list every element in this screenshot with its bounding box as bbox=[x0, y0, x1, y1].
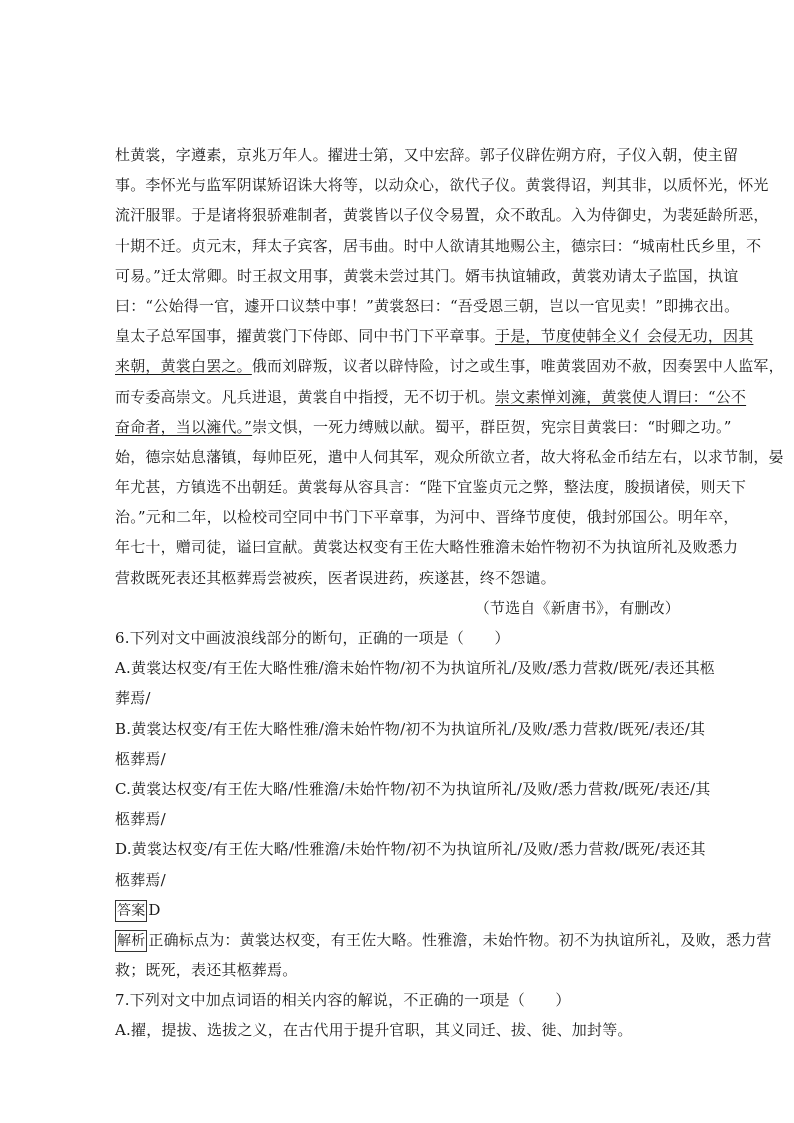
question-6-analysis-line-1 bbox=[115, 925, 772, 955]
option-line: C.黄裳达权变/有王佐大略/性雅澹/未始忤物/初不为执谊所礼/及败/悉力营救/既死/表还/其 bbox=[115, 779, 711, 798]
text-segment: 始，德宗姑息藩镇，每帅臣死，遣中人伺其军，观众所欲立者，故大将私金币结左右，以求节制，晏 bbox=[115, 447, 784, 466]
passage-line bbox=[115, 382, 747, 412]
text-segment: 可易。”迁太常卿。时王叔文用事，黄裳未尝过其门。婿韦执谊辅政，黄裳劝请太子监国，执谊 bbox=[115, 266, 739, 285]
question-6-answer bbox=[115, 895, 685, 925]
text-segment: 杜黄裳，字遵素，京兆万年人。擢进士第，又中宏辞。郭子仪辟佐朔方府，子仪入朝，使主留 bbox=[115, 146, 739, 164]
underlined-segment: 奋命者，当以澭代。” bbox=[115, 417, 253, 436]
answer-value: D bbox=[148, 900, 161, 919]
passage-line bbox=[115, 140, 739, 170]
option-line: 柩葬焉/ bbox=[115, 749, 166, 768]
option-line: D.黄裳达权变/有王佐大略/性雅澹/未始忤物/初不为执谊所礼/及败/悉力营救/既死/表还其 bbox=[115, 840, 706, 859]
text-segment: 崇文惧，一死力缚贼以献。蜀平，群臣贺，宪宗目黄裳曰：“时卿之功。” bbox=[252, 417, 732, 436]
analysis-tag: 解析 bbox=[115, 930, 147, 952]
question-6-analysis-line-2: 救；既死，表还其柩葬焉。 bbox=[115, 961, 298, 980]
text-segment: 年尤甚，方镇选不出朝廷。黄裳每从容具言：“陛下宜鉴贞元之弊，整法度，朘损诸侯，则天下 bbox=[115, 478, 747, 497]
document-body bbox=[115, 140, 784, 1046]
passage-line bbox=[115, 472, 747, 502]
text-segment: 营救既死表还其柩葬焉尝被疾，医者误进药，疾遂甚，终不怨谴。 bbox=[115, 568, 556, 587]
option-line: 柩葬焉/ bbox=[115, 870, 166, 889]
option-line: 柩葬焉/ bbox=[115, 810, 166, 829]
analysis-text-1: 正确标点为：黄裳达权变，有王佐大略。性雅澹，未始忤物。初不为执谊所礼，及败，悉力营 bbox=[148, 930, 772, 949]
option-line: B.黄裳达权变/有王佐大略性雅/澹未始忤物/初不为执谊所礼/及败/悉力营救/既死/表还/其 bbox=[115, 719, 706, 738]
question-7-option-a: A.擢，提拔、选拔之义，在古代用于提升官职，其义同迁、拔、徙、加封等。 bbox=[115, 1021, 633, 1040]
text-segment: 年七十，赠司徒，谥曰宣献。黄裳达权变有王佐大略性雅澹未始忤物初不为执谊所礼及败悉力 bbox=[115, 538, 739, 557]
underlined-segment: 于是，节度使韩全义⺅会侵无功，因其 bbox=[495, 327, 754, 346]
text-segment: 皇太子总军国事，擢黄裳门下侍郎、同中书门下平章事。 bbox=[115, 327, 496, 346]
text-segment: 十期不迁。贞元末，拜太子宾客，居韦曲。时中人欲请其地赐公主，德宗曰：“城南杜氏乡里，不 bbox=[115, 236, 762, 255]
passage-line bbox=[115, 170, 769, 200]
passage-line bbox=[115, 261, 739, 291]
passage-line bbox=[115, 291, 740, 321]
text-segment: 俄而刘辟叛，议者以辟恃险，讨之或生事，唯黄裳固劝不赦，因奏罢中人监军， bbox=[251, 357, 784, 376]
text-segment: 治。”元和二年，以检校司空同中书门下平章事，为河中、晋绛节度使，俄封邠国公。明年卒， bbox=[115, 508, 739, 527]
text-segment: 曰：“公始得一官，遽开口议禁中事！”黄裳怒曰：“吾受恩三朝，岂以一官见卖！”即拂衣出。 bbox=[115, 296, 740, 315]
text-segment: 流汗服罪。于是诸将狠骄难制者，黄裳皆以子仪令易置，众不敢乱。入为侍御史，为裴延龄所恶， bbox=[115, 206, 769, 225]
passage-line bbox=[115, 502, 739, 532]
underlined-segment: 来朝，黄裳白罢之。 bbox=[115, 357, 252, 376]
question-6-stem: 6.下列对文中画波浪线部分的断句，正确的一项是（ ） bbox=[115, 629, 510, 647]
answer-tag: 答案 bbox=[115, 900, 147, 922]
option-line: 葬焉/ bbox=[115, 689, 151, 708]
passage-line bbox=[115, 532, 739, 562]
underlined-segment: 崇文素惮刘澭，黄裳使人谓曰：“公不 bbox=[495, 387, 747, 406]
passage bbox=[115, 140, 784, 593]
passage-line bbox=[115, 563, 685, 593]
question-7-stem: 7.下列对文中加点词语的相关内容的解说，不正确的一项是（ ） bbox=[115, 991, 571, 1010]
source-citation: （节选自《新唐书》，有删改） bbox=[474, 598, 680, 617]
passage-line bbox=[115, 442, 784, 472]
passage-line bbox=[115, 231, 762, 261]
question-6-options bbox=[115, 653, 715, 895]
passage-line bbox=[115, 200, 769, 230]
option-line: A.黄裳达权变/有王佐大略性雅/澹未始忤物/初不为执谊所礼/及败/悉力营救/既死/表还其柩 bbox=[115, 659, 715, 678]
passage-line bbox=[115, 351, 784, 381]
text-segment: 而专委高崇文。凡兵进退，黄裳自中指授，无不切于机。 bbox=[115, 387, 496, 406]
text-segment: 事。李怀光与监军阴谋矫诏诛大将等，以动众心，欲代子仪。黄裳得诏，判其非，以质怀光，怀光 bbox=[115, 176, 769, 195]
passage-line bbox=[115, 321, 754, 351]
passage-line bbox=[115, 412, 732, 442]
